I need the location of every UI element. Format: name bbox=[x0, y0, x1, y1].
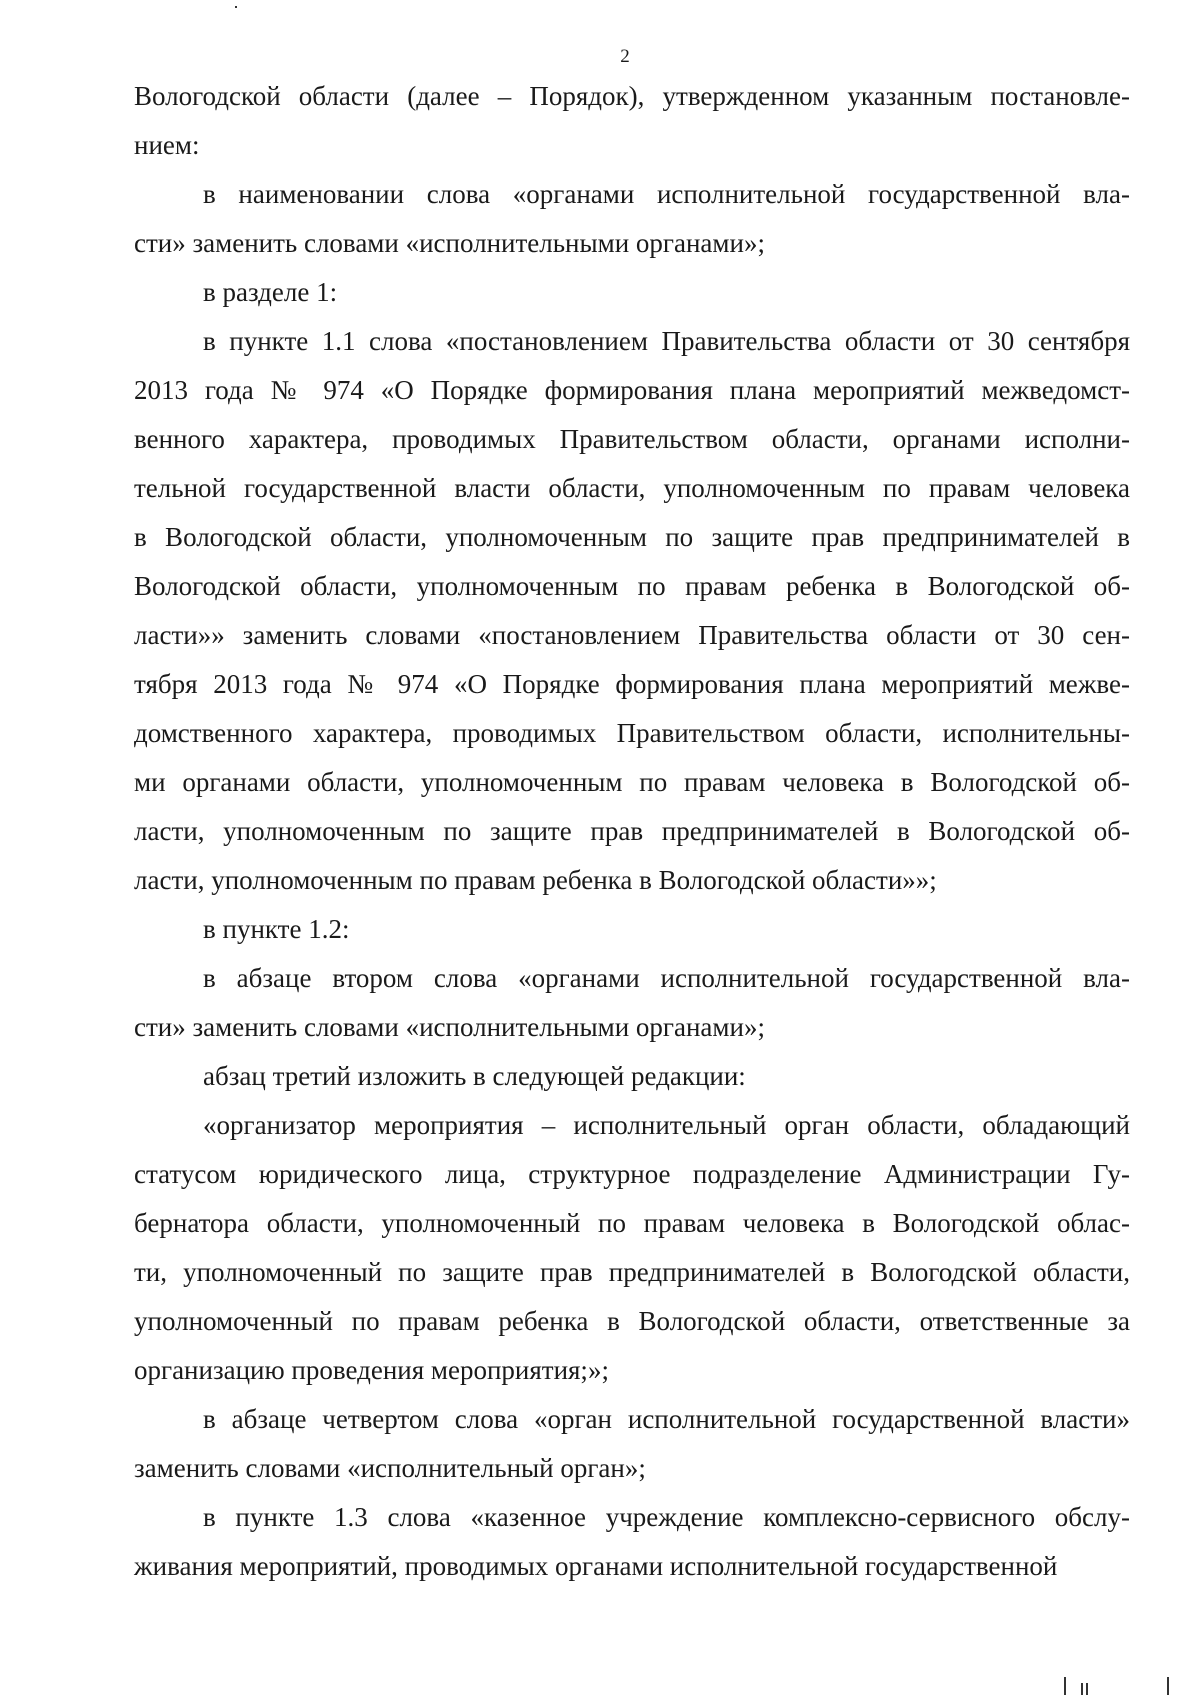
paragraph bbox=[134, 1395, 1130, 1493]
text-line: в пункте 1.2: bbox=[203, 914, 350, 944]
text-line: Вологодской области, уполномоченным по правам ребенка в Вологодской об- bbox=[134, 571, 1130, 601]
text-line: в пункте 1.1 слова «постановлением Правительства области от 30 сентября bbox=[203, 326, 1130, 356]
scan-artifact bbox=[235, 6, 237, 8]
document-body bbox=[134, 72, 1130, 1591]
text-line: в разделе 1: bbox=[203, 277, 338, 307]
paragraph bbox=[134, 72, 1130, 170]
paragraph bbox=[134, 268, 1130, 317]
paragraph bbox=[134, 1101, 1130, 1395]
text-line: ми органами области, уполномоченным по правам человека в Вологодской об- bbox=[134, 767, 1130, 797]
paragraph bbox=[134, 1052, 1130, 1101]
scan-artifact bbox=[1081, 1683, 1083, 1695]
text-line: уполномоченный по правам ребенка в Вологодской области, ответственные за bbox=[134, 1306, 1130, 1336]
text-line: домственного характера, проводимых Правительством области, исполнительны- bbox=[134, 718, 1130, 748]
text-line: нием: bbox=[134, 130, 200, 160]
paragraph bbox=[134, 905, 1130, 954]
scan-artifact bbox=[1167, 1677, 1169, 1695]
text-line: в пункте 1.3 слова «казенное учреждение комплексно-сервисного обслу- bbox=[203, 1502, 1130, 1532]
page-number: 2 bbox=[620, 46, 630, 67]
text-line: в наименовании слова «органами исполнительной государственной вла- bbox=[203, 179, 1130, 209]
text-line: 2013 года № 974 «О Порядке формирования плана мероприятий межведомст- bbox=[134, 375, 1130, 405]
text-line: в абзаце четвертом слова «орган исполнительной государственной власти» bbox=[203, 1404, 1130, 1434]
text-line: в Вологодской области, уполномоченным по защите прав предпринимателей в bbox=[134, 522, 1130, 552]
text-line: тельной государственной власти области, уполномоченным по правам человека bbox=[134, 473, 1130, 503]
text-line: венного характера, проводимых Правительством области, органами исполни- bbox=[134, 424, 1130, 454]
scan-artifact bbox=[1086, 1683, 1088, 1695]
scan-artifact bbox=[1064, 1677, 1066, 1695]
text-line: Вологодской области (далее – Порядок), утвержденном указанным постановле- bbox=[134, 81, 1130, 111]
text-line: заменить словами «исполнительный орган»; bbox=[134, 1453, 646, 1483]
text-line: статусом юридического лица, структурное подразделение Администрации Гу- bbox=[134, 1159, 1130, 1189]
text-line: ласти, уполномоченным по защите прав предпринимателей в Вологодской об- bbox=[134, 816, 1130, 846]
text-line: абзац третий изложить в следующей редакции: bbox=[203, 1061, 746, 1091]
text-line: ласти, уполномоченным по правам ребенка в Вологодской области»»; bbox=[134, 865, 937, 895]
text-line: сти» заменить словами «исполнительными органами»; bbox=[134, 1012, 765, 1042]
text-line: бернатора области, уполномоченный по правам человека в Вологодской облас- bbox=[134, 1208, 1130, 1238]
paragraph bbox=[134, 1493, 1130, 1591]
text-line: ти, уполномоченный по защите прав предпринимателей в Вологодской области, bbox=[134, 1257, 1130, 1287]
text-line: сти» заменить словами «исполнительными органами»; bbox=[134, 228, 765, 258]
text-line: живания мероприятий, проводимых органами исполнительной государственной bbox=[134, 1551, 1058, 1581]
paragraph bbox=[134, 954, 1130, 1052]
text-line: в абзаце втором слова «органами исполнительной государственной вла- bbox=[203, 963, 1130, 993]
paragraph bbox=[134, 170, 1130, 268]
text-line: «организатор мероприятия – исполнительный орган области, обладающий bbox=[203, 1110, 1130, 1140]
text-line: организацию проведения мероприятия;»; bbox=[134, 1355, 609, 1385]
text-line: ласти»» заменить словами «постановлением Правительства области от 30 сен- bbox=[134, 620, 1130, 650]
text-line: тября 2013 года № 974 «О Порядке формирования плана мероприятий межве- bbox=[134, 669, 1130, 699]
paragraph bbox=[134, 317, 1130, 905]
